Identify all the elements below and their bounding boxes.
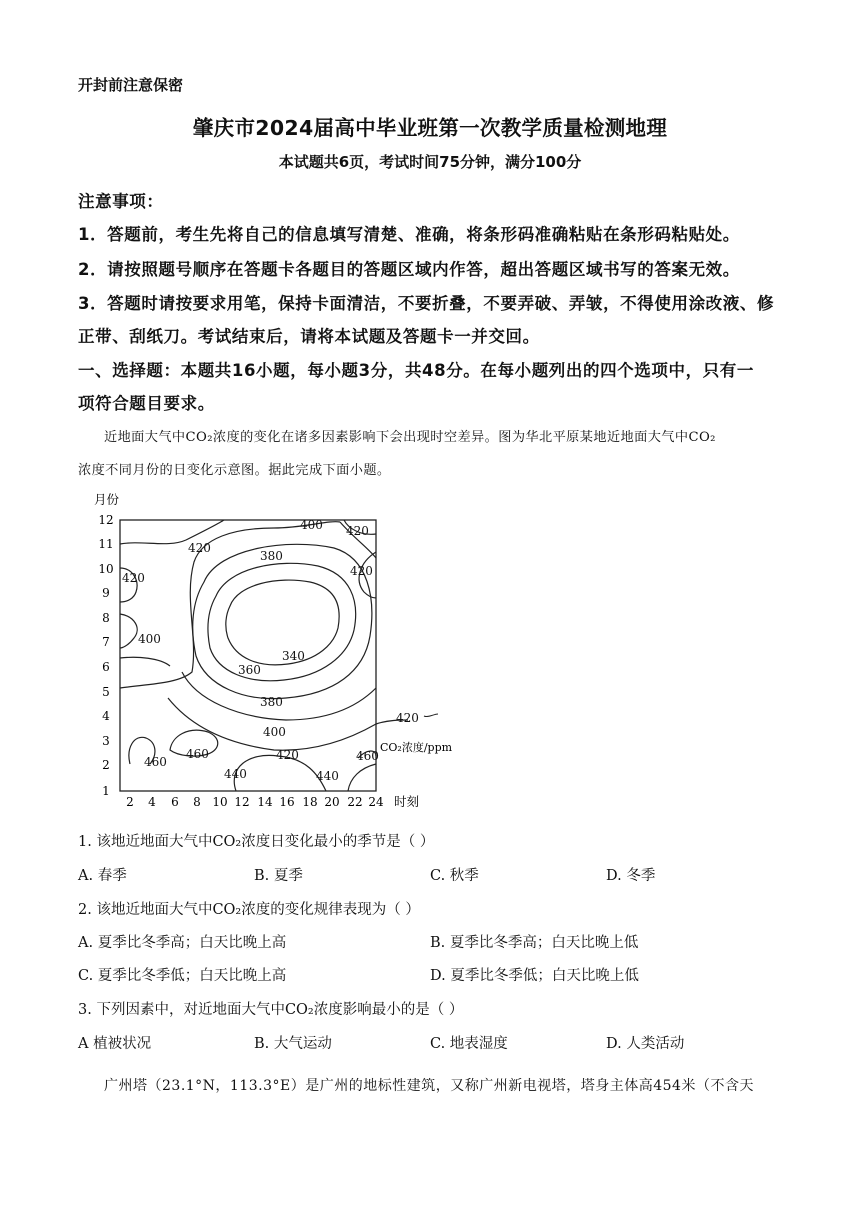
instruction-item: 3．答题时请按要求用笔，保持卡面清洁，不要折叠，不要弄破、弄皱，不得使用涂改液、修 [78, 294, 775, 313]
x-tick-label: 20 [324, 795, 340, 809]
legend-label: CO₂浓度/ppm [380, 741, 453, 754]
plot-frame [120, 520, 376, 791]
x-tick-label: 12 [234, 795, 250, 809]
y-axis-label: 月份 [94, 492, 120, 507]
passage-text: 广州塔（23.1°N，113.3°E）是广州的地标性建筑，又称广州新电视塔，塔身主体高454米（不含天 [104, 1078, 754, 1094]
x-tick-labels [126, 795, 384, 809]
x-tick-label: 16 [279, 795, 295, 809]
question-option: D. 人类活动 [606, 1036, 685, 1052]
x-tick-label: 24 [368, 795, 384, 809]
question-option: C. 秋季 [430, 868, 479, 884]
contour-label: 420 [396, 711, 419, 725]
question-option: C. 地表湿度 [430, 1036, 508, 1052]
y-tick-label: 9 [102, 586, 110, 600]
x-tick-label: 14 [257, 795, 273, 809]
question-option: B. 夏季比冬季高；白天比晚上低 [430, 935, 639, 951]
x-axis-label: 时刻 [394, 794, 420, 809]
contour-labels [122, 518, 419, 783]
y-tick-label: 8 [102, 611, 110, 625]
section-heading: 一、选择题：本题共16小题，每小题3分，共48分。在每小题列出的四个选项中，只有一 [78, 361, 755, 380]
contour-label: 440 [316, 769, 339, 783]
question-option: A. 夏季比冬季高；白天比晚上高 [78, 935, 287, 951]
contour-label: 380 [260, 549, 283, 563]
exam-subtitle: 本试题共6页，考试时间75分钟，满分100分 [278, 153, 582, 171]
y-tick-label: 3 [102, 734, 110, 748]
instruction-item: 1．答题前，考生先将自己的信息填写清楚、准确，将条形码准确粘贴在条形码粘贴处。 [78, 225, 740, 244]
contour-label: 440 [224, 767, 247, 781]
contour-label: 420 [276, 748, 299, 762]
x-tick-label: 8 [193, 795, 201, 809]
passage-text: 近地面大气中CO₂浓度的变化在诸多因素影响下会出现时空差异。图为华北平原某地近地面大气中CO₂ [104, 430, 716, 445]
contour-label: 400 [263, 725, 286, 739]
question-option: D. 夏季比冬季低；白天比晚上低 [430, 968, 639, 984]
co2-contour-chart [78, 488, 478, 820]
x-tick-label: 6 [171, 795, 179, 809]
question-stem: 3. 下列因素中，对近地面大气中CO₂浓度影响最小的是（ ） [78, 1002, 464, 1018]
y-tick-label: 7 [102, 635, 110, 649]
instruction-item: 2．请按照题号顺序在答题卡各题目的答题区域内作答，超出答题区域书写的答案无效。 [78, 260, 740, 279]
contour-label: 380 [260, 695, 283, 709]
question-option: A 植被状况 [78, 1036, 152, 1052]
contour-label: 460 [186, 747, 209, 761]
y-tick-label: 6 [102, 660, 110, 674]
y-tick-label: 10 [98, 562, 114, 576]
question-option: B. 夏季 [254, 868, 303, 884]
question-option: D. 冬季 [606, 868, 656, 884]
x-tick-label: 18 [302, 795, 318, 809]
exam-title: 肇庆市2024届高中毕业班第一次教学质量检测地理 [192, 116, 668, 140]
contour-label: 400 [300, 518, 323, 532]
contour-label: 460 [356, 749, 379, 763]
instruction-item: 正带、刮纸刀。考试结束后，请将本试题及答题卡一并交回。 [78, 327, 540, 346]
contour-label: 360 [238, 663, 261, 677]
question-stem: 1. 该地近地面大气中CO₂浓度日变化最小的季节是（ ） [78, 834, 435, 850]
contour-label: 460 [144, 755, 167, 769]
y-tick-label: 2 [102, 758, 110, 772]
x-tick-label: 10 [212, 795, 228, 809]
contour-label: 420 [122, 571, 145, 585]
contour-label: 340 [282, 649, 305, 663]
y-tick-label: 1 [102, 784, 110, 798]
contour-label: 420 [188, 541, 211, 555]
question-stem: 2. 该地近地面大气中CO₂浓度的变化规律表现为（ ） [78, 902, 420, 918]
section-heading-cont: 项符合题目要求。 [78, 394, 215, 413]
question-option: B. 大气运动 [254, 1036, 332, 1052]
confidential-notice: 开封前注意保密 [78, 76, 184, 94]
legend-leader [424, 714, 438, 717]
instructions-heading: 注意事项： [78, 192, 164, 211]
question-option: A. 春季 [78, 868, 127, 884]
question-option: C. 夏季比冬季低；白天比晚上高 [78, 968, 287, 984]
y-tick-label: 12 [98, 513, 114, 527]
y-tick-label: 5 [102, 685, 110, 699]
y-tick-labels [98, 513, 113, 798]
x-tick-label: 4 [148, 795, 156, 809]
y-tick-label: 11 [98, 537, 114, 551]
contour-label: 420 [346, 524, 369, 538]
contour-label: 420 [350, 564, 373, 578]
x-tick-label: 2 [126, 795, 134, 809]
x-tick-label: 22 [347, 795, 363, 809]
passage-text: 浓度不同月份的日变化示意图。据此完成下面小题。 [78, 463, 391, 478]
y-tick-label: 4 [102, 709, 110, 723]
contour-label: 400 [138, 632, 161, 646]
